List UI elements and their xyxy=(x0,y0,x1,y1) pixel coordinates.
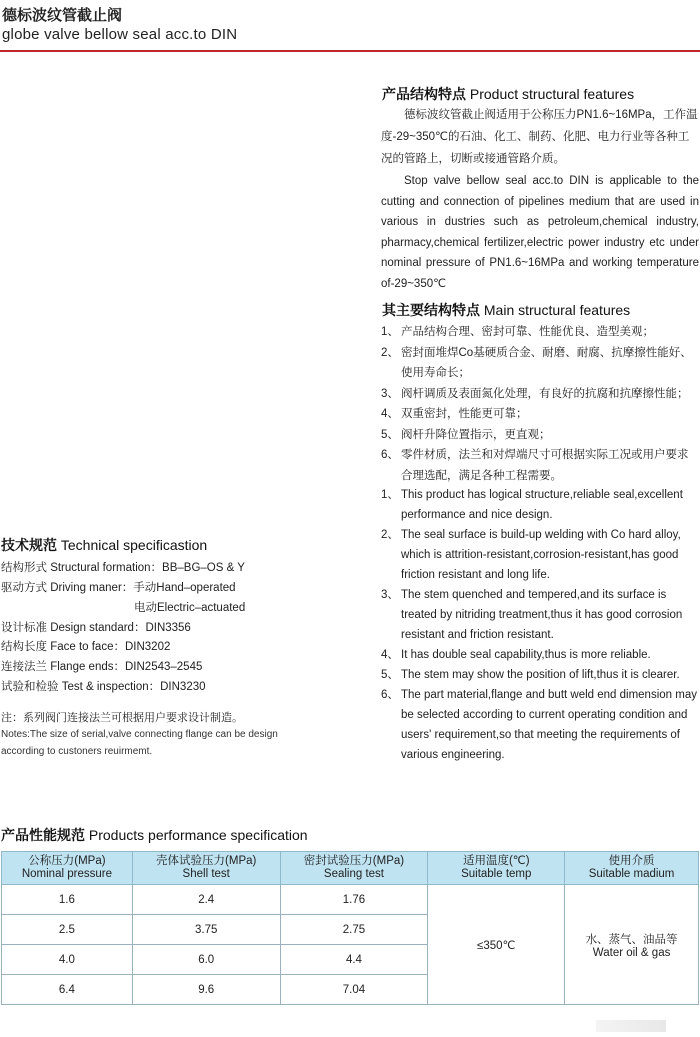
watermark-strip xyxy=(596,1020,666,1032)
performance-heading-cn: 产品性能规范 xyxy=(1,827,85,843)
cell-sealing: 4.4 xyxy=(280,945,428,975)
main-features-heading xyxy=(382,300,630,320)
list-item-number: 1、 xyxy=(381,326,399,338)
cell-nominal: 4.0 xyxy=(2,945,133,975)
cell-sealing: 1.76 xyxy=(280,885,428,915)
cell-shell: 6.0 xyxy=(132,945,280,975)
cell-sealing: 7.04 xyxy=(280,975,428,1005)
spec-driving-manner: 驱动方式 Driving maner：手动Hand–operated xyxy=(1,582,236,594)
spec-flange-ends: 连接法兰 Flange ends：DIN2543–2545 xyxy=(1,661,203,673)
page-title-cn: 德标波纹管截止阀 xyxy=(2,7,123,24)
list-item xyxy=(381,525,699,585)
tech-spec-heading-cn: 技术规范 xyxy=(1,537,57,553)
cell-shell: 3.75 xyxy=(132,915,280,945)
list-item-text: 产品结构合理、密封可靠、性能优良、造型美观； xyxy=(401,326,654,338)
list-item-number: 3、 xyxy=(381,387,399,400)
spec-structural-formation: 结构形式 Structural formation：BB–BG–OS & Y xyxy=(1,562,245,574)
col-nominal-pressure: 公称压力(MPa) Nominal pressure xyxy=(2,852,133,885)
spec-design-standard: 设计标准 Design standard：DIN3356 xyxy=(1,622,191,634)
list-item-number: 5、 xyxy=(381,669,399,681)
product-features-heading-cn: 产品结构特点 xyxy=(382,86,466,102)
list-item xyxy=(381,585,699,645)
col-sealing-test: 密封试验压力(MPa) Sealing test xyxy=(280,852,428,885)
list-item-text: The stem may show the position of lift,thus it is clearer. xyxy=(401,669,680,681)
spec-face-to-face: 结构长度 Face to face：DIN3202 xyxy=(1,641,171,653)
list-item xyxy=(381,343,699,384)
table-header-row xyxy=(2,852,699,885)
list-item-text: The part material,flange and butt weld end dimension may be selected according to current operating condition and users' requirement,so that meeting the requirements of various engineering. xyxy=(401,689,697,761)
list-item-number: 6、 xyxy=(381,689,399,701)
page-title-en: globe valve bellow seal acc.to DIN xyxy=(2,26,238,43)
list-item xyxy=(381,445,699,486)
col-suitable-medium: 使用介质 Suitable madium xyxy=(565,852,699,885)
cell-shell: 9.6 xyxy=(132,975,280,1005)
main-features-heading-en: Main structural features xyxy=(483,302,631,318)
main-features-list-en xyxy=(381,485,699,765)
spec-driving-electric: 电动Electric–actuated xyxy=(134,602,246,614)
list-item-text: 双重密封，性能更可靠； xyxy=(401,408,528,420)
cell-medium: 水、蒸气、油品等 Water oil & gas xyxy=(565,885,699,1005)
performance-heading-en: Products performance specification xyxy=(88,827,308,843)
col-suitable-temp: 适用温度(℃) Suitable temp xyxy=(428,852,565,885)
list-item xyxy=(381,425,699,446)
spec-note-en: Notes:The size of serial,valve connecting flange can be design according to custoners reuirmemt. xyxy=(1,729,278,757)
tech-spec-heading xyxy=(1,535,207,555)
list-item-text: This product has logical structure,reliable seal,excellent performance and nice design. xyxy=(401,489,683,521)
cell-nominal: 1.6 xyxy=(2,885,133,915)
product-features-heading-en: Product structural features xyxy=(469,86,635,102)
list-item-text: It has double seal capability,thus is more reliable. xyxy=(401,649,651,661)
main-features-list-cn xyxy=(381,322,699,486)
cell-shell: 2.4 xyxy=(132,885,280,915)
tech-spec-heading-en: Technical specificastion xyxy=(60,537,208,553)
table-row xyxy=(2,885,699,915)
list-item xyxy=(381,485,699,525)
product-features-para-cn: 德标波纹管截止阀适用于公称压力PN1.6~16MPa，工作温度-29~350℃的石油、化工、制药、化肥、电力行业等各种工况的管路上，切断或接通管路介质。 xyxy=(381,109,698,165)
list-item-text: The seal surface is build-up welding with Co hard alloy, which is attrition-resistant,corrosion-resistant,has good friction resistant and long life. xyxy=(401,529,681,581)
list-item-number: 4、 xyxy=(381,649,399,661)
list-item xyxy=(381,665,699,685)
list-item xyxy=(381,645,699,665)
product-features-para-en: Stop valve bellow seal acc.to DIN is applicable to the cutting and connection of pipelines medium that are used in various in dustries such as petroleum,chemical industry, pharmacy,chemical fertilizer,electric power industry etc under nominal pressure of PN1.6~16MPa and working temperature of-29~350℃ xyxy=(381,175,699,290)
list-item xyxy=(381,322,699,343)
cell-temp: ≤350℃ xyxy=(428,885,565,1005)
list-item-number: 4、 xyxy=(381,408,399,420)
performance-table xyxy=(1,851,699,1005)
list-item-number: 6、 xyxy=(381,449,399,461)
product-features-heading xyxy=(382,84,634,104)
list-item-text: 密封面堆焊Co基硬质合金、耐磨、耐腐、抗摩擦性能好、使用寿命长； xyxy=(401,346,692,379)
spec-note-cn: 注：系列阀门连接法兰可根据用户要求设计制造。 xyxy=(1,712,243,724)
list-item-number: 2、 xyxy=(381,346,399,359)
cell-sealing: 2.75 xyxy=(280,915,428,945)
list-item xyxy=(381,685,699,765)
performance-heading xyxy=(1,825,308,845)
list-item-text: 阀杆升降位置指示，更直观； xyxy=(401,428,551,441)
list-item-number: 2、 xyxy=(381,529,399,541)
list-item-number: 5、 xyxy=(381,428,399,441)
header-divider xyxy=(0,50,700,52)
list-item-number: 3、 xyxy=(381,589,399,601)
list-item-text: 零件材质，法兰和对焊端尺寸可根据实际工况或用户要求合理选配，满足各种工程需要。 xyxy=(401,449,689,482)
list-item xyxy=(381,384,699,405)
spec-test-inspection: 试验和检验 Test & inspection：DIN3230 xyxy=(1,681,206,693)
list-item-text: 阀杆调质及表面氮化处理，有良好的抗腐和抗摩擦性能； xyxy=(401,387,689,400)
cell-nominal: 6.4 xyxy=(2,975,133,1005)
main-features-heading-cn: 其主要结构特点 xyxy=(382,302,480,318)
list-item xyxy=(381,404,699,425)
list-item-number: 1、 xyxy=(381,489,399,501)
col-shell-test: 壳体试验压力(MPa) Shell test xyxy=(132,852,280,885)
cell-nominal: 2.5 xyxy=(2,915,133,945)
list-item-text: The stem quenched and tempered,and its surface is treated by nitriding treatment,thus it has good corrosion resistant and friction resistant. xyxy=(401,589,683,641)
